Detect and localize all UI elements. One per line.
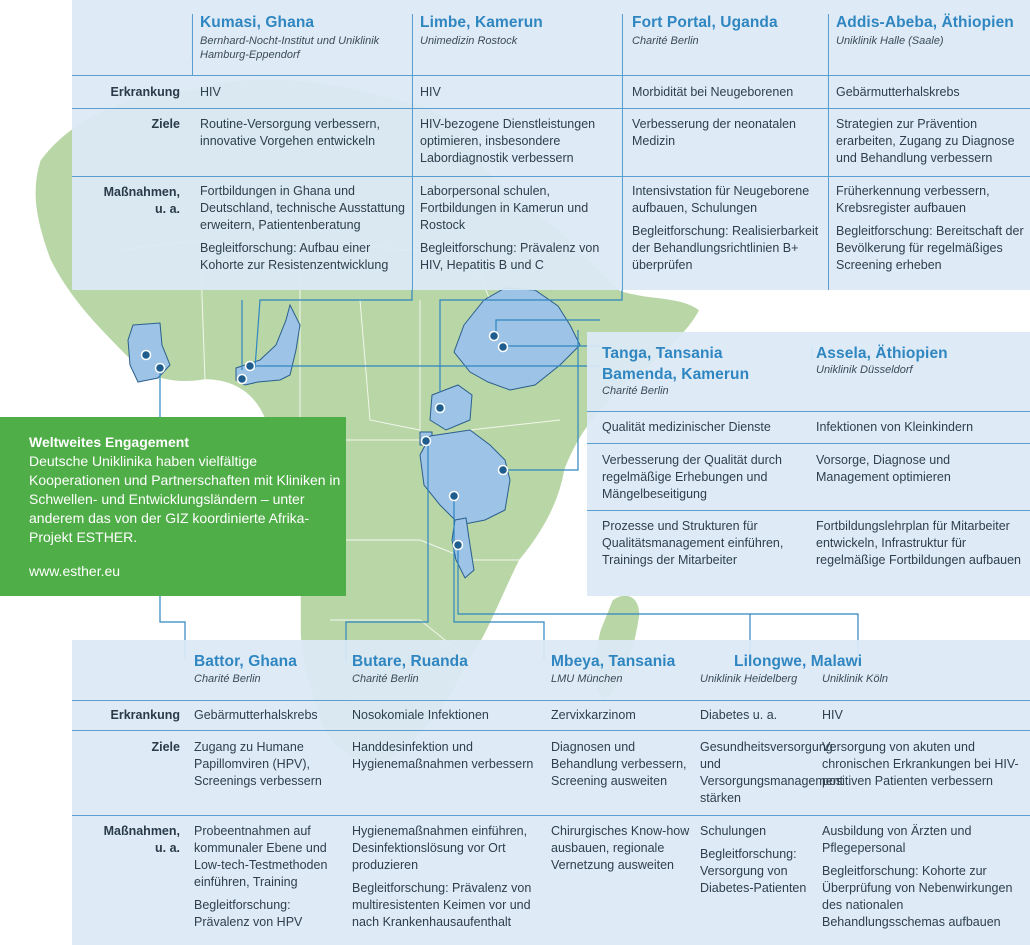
erkrankung-kumasi: HIV (200, 85, 221, 99)
erkrankung-limbe: HIV (420, 85, 441, 99)
ziele-lilongwe-heidelberg: Gesundheitsversorgung und Versorgungsmanagement stärken (700, 740, 844, 805)
bottom-row-label-massnahmen: Maßnahmen, u. a. (103, 824, 180, 855)
institution-addis-abeba: Uniklinik Halle (Saale) (836, 35, 944, 47)
ziele-addis-abeba: Strategien zur Prävention erarbeiten, Zugang zu Diagnose und Behandlung verbessern (836, 117, 1015, 165)
engagement-box (0, 417, 346, 596)
ziele-butare: Handdesinfektion und Hygienemaßnahmen verbessern (352, 740, 534, 771)
row-label-ziele: Ziele (151, 117, 180, 131)
ziele-lilongwe-koeln: Versorgung von akuten und chronischen Erkrankungen bei HIV-positiven Patienten verbessern (822, 740, 1019, 788)
bottom-row-label-ziele: Ziele (151, 740, 180, 754)
institution-assela: Uniklinik Düsseldorf (816, 364, 913, 376)
city-kumasi: Kumasi, Ghana (200, 14, 315, 31)
esther-link[interactable]: www.esther.eu (29, 563, 121, 579)
erkrankung-lilongwe-koeln: HIV (822, 708, 843, 722)
erkrankung-assela: Infektionen von Kleinkindern (816, 420, 974, 434)
row-label-massnahmen: Maßnahmen, u. a. (103, 185, 180, 216)
massnahmen-lilongwe-koeln: Ausbildung von Ärzten und Pflegepersonal Begleitforschung: Kohorte zur Überprüfung von Nebenwirkungen des nationalen Behandlungsschemas aufbauen (822, 824, 1013, 929)
ziele-mbeya: Diagnosen und Behandlung verbessern, Screening ausweiten (551, 740, 687, 788)
marker-lilongwe (454, 541, 463, 550)
massnahmen-butare: Hygienemaßnahmen einführen, Desinfektionslösung vor Ort produzieren Begleitforschung: Prävalenz von multiresistenten Keimen vor und nach Krankenhausaufenthalt (352, 824, 532, 929)
city-mbeya: Mbeya, Tansania (551, 653, 676, 670)
institution-limbe: Unimedizin Rostock (420, 35, 518, 47)
institution-tanga-bamenda: Charité Berlin (602, 385, 669, 397)
institution-butare: Charité Berlin (352, 673, 419, 685)
institution-fort-portal: Charité Berlin (632, 35, 699, 47)
marker-limbe (238, 375, 247, 384)
institution-mbeya: LMU München (551, 673, 623, 685)
ziele-fort-portal: Verbesserung der neonatalen Medizin (632, 117, 797, 148)
ziele-battor: Zugang zu Humane Papillomviren (HPV), Screenings verbessern (194, 740, 322, 788)
row-label-erkrankung: Erkrankung (110, 85, 180, 99)
massnahmen-tanga-bamenda: Prozesse und Strukturen für Qualitätsmanagement einführen, Trainings der Mitarbeiter (602, 519, 784, 567)
erkrankung-butare: Nosokomiale Infektionen (352, 708, 489, 722)
ziele-tanga-bamenda: Verbesserung der Qualität durch regelmäßige Erhebungen und Mängelbeseitigung (602, 453, 782, 501)
massnahmen-assela: Fortbildungslehrplan für Mitarbeiter entwickeln, Infrastruktur für regelmäßige Fortbildungen aufbauen (816, 519, 1021, 567)
erkrankung-fort-portal: Morbidität bei Neugeborenen (632, 85, 794, 99)
city-limbe: Limbe, Kamerun (420, 14, 543, 31)
institution-kumasi: Bernhard-Nocht-Institut und Uniklinik Hamburg-Eppendorf (200, 35, 380, 61)
massnahmen-addis-abeba: Früherkennung verbessern, Krebsregister aufbauen Begleitforschung: Bereitschaft der Bevölkerung für regelmäßiges Screening erheben (836, 184, 1024, 272)
city-battor: Battor, Ghana (194, 653, 297, 670)
engagement-text: Deutsche Uniklinika haben vielfältige Kooperationen und Partnerschaften mit Kliniken in Schwellen- und Entwicklungsländern – unter anderem das von der GIZ koordinierte Afrika-Projekt ESTHER. (29, 453, 341, 545)
city-lilongwe: Lilongwe, Malawi (734, 653, 863, 670)
massnahmen-mbeya: Chirurgisches Know-how ausbauen, regionale Vernetzung ausweiten (551, 824, 690, 872)
marker-battor (156, 364, 165, 373)
marker-bamenda (246, 362, 255, 371)
city-fort-portal: Fort Portal, Uganda (632, 14, 778, 31)
massnahmen-limbe: Laborpersonal schulen, Fortbildungen in Kamerun und Rostock Begleitforschung: Prävalenz von HIV, Hepatitis B und C (420, 184, 600, 272)
city-tanga: Tanga, Tansania (602, 345, 723, 362)
erkrankung-battor: Gebärmutterhalskrebs (194, 708, 318, 722)
massnahmen-kumasi: Fortbildungen in Ghana und Deutschland, technische Ausstattung erweitern, Patientenberatung Begleitforschung: Aufbau einer Kohorte zur Resistenzentwicklung (200, 184, 405, 272)
city-addis-abeba: Addis-Abeba, Äthiopien (836, 14, 1014, 31)
erkrankung-mbeya: Zervixkarzinom (551, 708, 636, 722)
engagement-title: Weltweites Engagement (29, 434, 190, 450)
erkrankung-addis-abeba: Gebärmutterhalskrebs (836, 85, 960, 99)
city-bamenda: Bamenda, Kamerun (602, 366, 750, 383)
marker-assela (499, 343, 508, 352)
marker-fort-portal (436, 404, 445, 413)
ziele-assela: Vorsorge, Diagnose und Management optimieren (816, 453, 951, 484)
city-assela: Assela, Äthiopien (816, 345, 948, 362)
marker-tanga (499, 466, 508, 475)
institution-lilongwe-koeln: Uniklinik Köln (822, 673, 889, 685)
right-panel (587, 332, 1030, 596)
massnahmen-battor: Probeentnahmen auf kommunaler Ebene und Low-tech-Testmethoden einführen, Training Begleitforschung: Prävalenz von HPV (194, 824, 328, 929)
marker-butare (422, 437, 431, 446)
erkrankung-lilongwe-heidelberg: Diabetes u. a. (700, 708, 778, 722)
ziele-limbe: HIV-bezogene Dienstleistungen optimieren, insbesondere Labordiagnostik verbessern (420, 117, 596, 165)
marker-kumasi (142, 351, 151, 360)
massnahmen-lilongwe-heidelberg: Schulungen Begleitforschung: Versorgung von Diabetes-Patienten (700, 824, 807, 895)
erkrankung-tanga-bamenda: Qualität medizinischer Dienste (602, 420, 771, 434)
bottom-panel (72, 640, 1030, 945)
marker-addis-abeba (490, 332, 499, 341)
massnahmen-fort-portal: Intensivstation für Neugeborene aufbauen, Schulungen Begleitforschung: Realisierbarkeit der Behandlungsrichtlinien B+ überprüfen (632, 184, 819, 272)
top-panel (72, 0, 1030, 290)
ziele-kumasi: Routine-Versorgung verbessern, innovative Vorgehen entwickeln (200, 117, 380, 148)
marker-mbeya (450, 492, 459, 501)
institution-lilongwe-heidelberg: Uniklinik Heidelberg (700, 673, 798, 685)
bottom-row-label-erkrankung: Erkrankung (110, 708, 180, 722)
institution-battor: Charité Berlin (194, 673, 261, 685)
city-butare: Butare, Ruanda (352, 653, 468, 670)
